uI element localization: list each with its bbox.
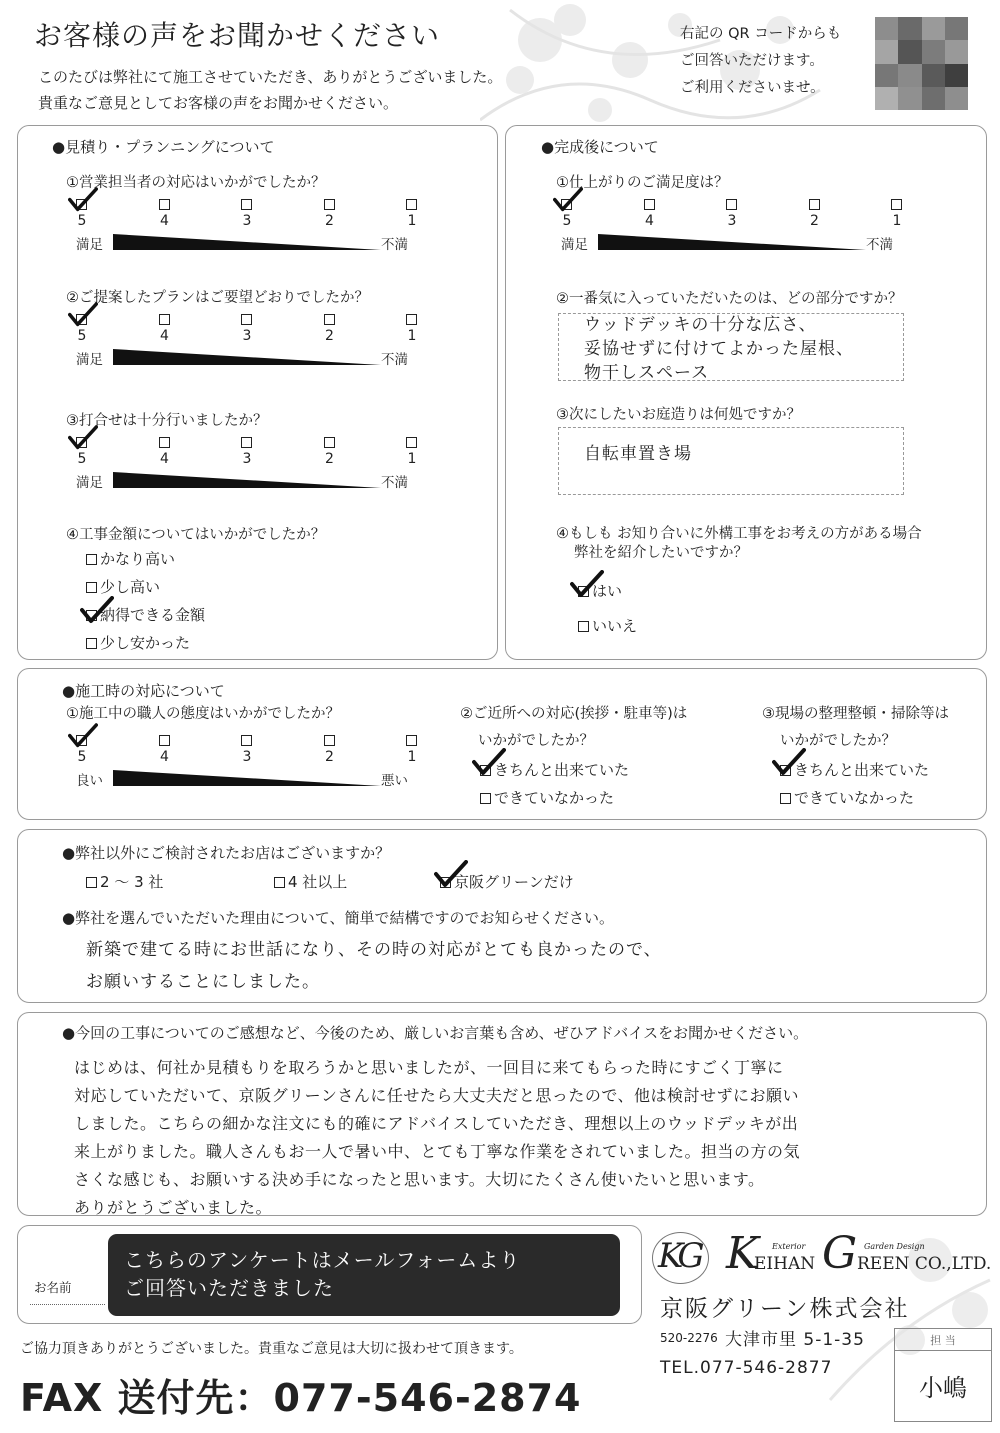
rating-box-3[interactable] xyxy=(241,314,252,325)
qr-text-1: 右記の QR コードからも xyxy=(680,26,842,42)
scale-bad-label: 不満 xyxy=(381,352,408,368)
rating-number: 1 xyxy=(407,451,417,467)
estimate-heading: ●見積り・プランニングについて xyxy=(52,138,275,156)
checkmark-icon xyxy=(434,860,468,890)
logo-mark-text: KG xyxy=(658,1236,699,1276)
checkmark-icon xyxy=(570,570,604,600)
scale-bad-label: 悪い xyxy=(381,773,408,789)
staff-label: 担 当 xyxy=(930,1334,956,1347)
after-heading: ●完成後について xyxy=(541,138,659,156)
rating-number: 2 xyxy=(325,749,334,765)
scale-wedge xyxy=(113,770,381,788)
rating-box-1[interactable] xyxy=(891,199,902,210)
neighbor-option-2[interactable]: できていなかった xyxy=(480,787,614,808)
thanks-text: ご協力頂きありがとうございました。貴重なご意見は大切に扱わせて頂きます。 xyxy=(20,1341,523,1357)
comment-line: はじめは、何社か見積もりを取ろうかと思いましたが、一回目に来てもらった時にすごく丁寧に xyxy=(74,1058,784,1077)
estimate-q4: ④工事金額についてはいかがでしたか？ xyxy=(66,527,326,543)
scale-good-label: 満足 xyxy=(76,352,103,368)
neighbor-option-1[interactable]: きちんと出来ていた xyxy=(480,759,629,780)
staff-name: 小嶋 xyxy=(919,1374,967,1402)
rating-number: 4 xyxy=(160,328,169,344)
rating-number: 3 xyxy=(242,213,252,229)
rating-box-1[interactable] xyxy=(406,314,417,325)
rating-number: 2 xyxy=(325,451,334,467)
name-field-line[interactable] xyxy=(30,1304,105,1305)
rating-box-4[interactable] xyxy=(159,735,170,746)
rating-number: 3 xyxy=(242,451,252,467)
fax-number: FAX 送付先：077-546-2874 xyxy=(20,1376,582,1420)
scale-bad-label: 不満 xyxy=(866,237,893,253)
floral-decoration xyxy=(480,0,900,140)
rating-box-1[interactable] xyxy=(406,735,417,746)
estimate-q2-scale xyxy=(73,311,417,383)
reason-line-1: 新築で建てる時にお世話になり、その時の対応がとても良かったので、 xyxy=(86,940,662,960)
mail-form-notice xyxy=(108,1234,620,1316)
rating-number: 3 xyxy=(727,213,737,229)
after-q1-scale xyxy=(558,196,902,268)
rating-box-3[interactable] xyxy=(241,199,252,210)
reason-question: ●弊社を選んでいただいた理由について、簡単で結構ですのでお知らせください。 xyxy=(62,909,615,927)
estimate-q3-scale xyxy=(73,434,417,506)
notice-line-1: こちらのアンケートはメールフォームより xyxy=(124,1248,521,1272)
rating-number: 5 xyxy=(77,451,87,467)
scale-bad-label: 不満 xyxy=(381,237,408,253)
estimate-q3: ③打合せは十分行いましたか？ xyxy=(66,413,268,429)
reason-line-2: お願いすることにしました。 xyxy=(86,972,320,992)
rating-number: 2 xyxy=(325,213,334,229)
qr-text-3: ご利用くださいませ。 xyxy=(680,80,825,96)
rating-number: 1 xyxy=(892,213,902,229)
construction-q1-scale xyxy=(73,732,417,804)
shops-option-1[interactable]: 2 ～ 3 社 xyxy=(86,871,163,892)
rating-number: 5 xyxy=(562,213,572,229)
rating-box-2[interactable] xyxy=(324,735,335,746)
site-option-1[interactable]: きちんと出来ていた xyxy=(780,759,929,780)
rating-number: 4 xyxy=(645,213,654,229)
checkmark-icon xyxy=(80,596,114,626)
favorite-line-1: ウッドデッキの十分な広さ、 xyxy=(584,315,817,335)
scale-wedge xyxy=(113,234,381,252)
rating-number: 3 xyxy=(242,749,252,765)
logo-eihan: EIHAN xyxy=(754,1254,816,1274)
checkmark-icon xyxy=(68,187,98,214)
intro-line-1: このたびは弊社にて施工させていただき、ありがとうございました。 xyxy=(38,68,503,86)
logo-g: G xyxy=(822,1228,858,1279)
rating-number: 5 xyxy=(77,749,87,765)
rating-box-1[interactable] xyxy=(406,199,417,210)
rating-box-2[interactable] xyxy=(324,314,335,325)
construction-q3-line-2: いかがでしたか？ xyxy=(780,733,896,749)
scale-good-label: 満足 xyxy=(561,237,588,253)
rating-box-2[interactable] xyxy=(809,199,820,210)
rating-box-4[interactable] xyxy=(159,199,170,210)
rating-number: 1 xyxy=(407,213,417,229)
company-name: 京阪グリーン株式会社 xyxy=(660,1296,910,1322)
estimate-q1: ①営業担当者の対応はいかがでしたか？ xyxy=(66,175,326,191)
comment-line: さくな感じも、お願いする決め手になったと思います。大切にたくさん使いたいと思います。 xyxy=(74,1170,765,1189)
after-q3: ③次にしたいお庭造りは何処ですか？ xyxy=(556,407,801,423)
logo-exterior: Exterior xyxy=(772,1242,806,1251)
rating-box-4[interactable] xyxy=(159,314,170,325)
rating-number: 3 xyxy=(242,328,252,344)
name-label: お名前 xyxy=(34,1280,72,1295)
scale-bad-label: 不満 xyxy=(381,475,408,491)
qr-text-2: ご回答いただけます。 xyxy=(680,53,824,69)
page-title: お客様の声をお聞かせください xyxy=(34,19,441,52)
rating-box-4[interactable] xyxy=(644,199,655,210)
comment-line: 対応していただいて、京阪グリーンさんに任せたら大丈夫だと思ったので、他は検討せずにお願い xyxy=(74,1086,800,1105)
scale-wedge xyxy=(598,234,866,252)
estimate-q2: ②ご提案したプランはご要望どおりでしたか？ xyxy=(66,290,369,306)
comments-heading: ●今回の工事についてのご感想など、今後のため、厳しいお言葉も含め、ぜひアドバイスをお聞かせください。 xyxy=(62,1024,809,1042)
rating-box-3[interactable] xyxy=(726,199,737,210)
staff-box-divider xyxy=(894,1350,992,1351)
comment-line: ありがとうございました。 xyxy=(74,1198,273,1217)
checkmark-icon xyxy=(772,748,806,778)
scale-wedge xyxy=(113,472,381,490)
rating-box-1[interactable] xyxy=(406,437,417,448)
scale-good-label: 満足 xyxy=(76,475,103,491)
after-q1: ①仕上がりのご満足度は？ xyxy=(556,175,729,191)
rating-number: 1 xyxy=(407,328,417,344)
checkmark-icon xyxy=(68,723,98,750)
price-option-4[interactable]: 少し安かった xyxy=(86,632,190,653)
construction-q2-line-2: いかがでしたか？ xyxy=(478,733,594,749)
rating-box-3[interactable] xyxy=(241,437,252,448)
next-garden-answer: 自転車置き場 xyxy=(584,444,692,464)
rating-number: 5 xyxy=(77,328,87,344)
recommend-yes[interactable]: はい xyxy=(578,580,622,601)
rating-number: 5 xyxy=(77,213,87,229)
shops-option-3[interactable]: 京阪グリーンだけ xyxy=(440,871,574,892)
checkmark-icon xyxy=(472,748,506,778)
construction-q3-line-1: ③現場の整理整頓・掃除等は xyxy=(762,706,949,722)
rating-number: 4 xyxy=(160,213,169,229)
rating-number: 4 xyxy=(160,749,169,765)
checkmark-icon xyxy=(68,302,98,329)
company-logo xyxy=(652,1228,992,1283)
construction-heading: ●施工時の対応について xyxy=(62,682,225,700)
comment-line: しました。こちらの細かな注文にも的確にアドバイスしていただき、理想以上のウッドデッキが出 xyxy=(74,1114,799,1133)
rating-number: 2 xyxy=(325,328,334,344)
comment-line: 来上がりました。職人さんもお一人で暑い中、とても丁寧な作業をされていました。担当の方の気 xyxy=(74,1142,801,1161)
other-shops-question: ●弊社以外にご検討されたお店はございますか？ xyxy=(62,844,391,862)
favorite-line-2: 妥協せずに付けてよかった屋根、 xyxy=(584,339,854,359)
price-option-3[interactable]: 納得できる金額 xyxy=(86,604,205,625)
shops-option-2[interactable]: 4 社以上 xyxy=(274,871,347,892)
rating-number: 4 xyxy=(160,451,169,467)
checkmark-icon xyxy=(68,425,98,452)
rating-box-4[interactable] xyxy=(159,437,170,448)
price-option-1[interactable]: かなり高い xyxy=(86,548,175,569)
rating-box-2[interactable] xyxy=(324,437,335,448)
qr-code[interactable] xyxy=(875,17,968,110)
scale-good-label: 良い xyxy=(76,773,103,789)
rating-number: 2 xyxy=(810,213,819,229)
construction-q1: ①施工中の職人の態度はいかがでしたか？ xyxy=(66,706,340,722)
logo-garden: Garden Design xyxy=(864,1242,925,1251)
logo-k: K xyxy=(726,1228,759,1279)
rating-box-3[interactable] xyxy=(241,735,252,746)
rating-number: 1 xyxy=(407,749,417,765)
after-q2: ②一番気に入っていただいたのは、どの部分ですか？ xyxy=(556,291,903,307)
postal-code: 520-2276 xyxy=(660,1331,718,1345)
logo-reen: REEN CO.,LTD. xyxy=(857,1254,992,1274)
after-q4-line-2: 弊社を紹介したいですか？ xyxy=(574,545,748,561)
recommend-no[interactable]: いいえ xyxy=(578,615,637,636)
scale-good-label: 満足 xyxy=(76,237,103,253)
notice-line-2: ご回答いただきました xyxy=(124,1276,334,1300)
scale-wedge xyxy=(113,349,381,367)
intro-line-2: 貴重なご意見としてお客様の声をお聞かせください。 xyxy=(38,94,399,112)
price-option-2[interactable]: 少し高い xyxy=(86,576,160,597)
address: 大津市里 5-1-35 xyxy=(725,1330,865,1350)
after-q4-line-1: ④もしも お知り合いに外構工事をお考えの方がある場合 xyxy=(556,526,922,542)
site-option-2[interactable]: できていなかった xyxy=(780,787,914,808)
company-tel: TEL.077-546-2877 xyxy=(660,1358,833,1378)
construction-q2-line-1: ②ご近所への対応(挨拶・駐車等)は xyxy=(460,706,688,722)
favorite-line-3: 物干しスペース xyxy=(584,363,710,383)
rating-box-2[interactable] xyxy=(324,199,335,210)
estimate-q1-scale xyxy=(73,196,417,268)
comments-body xyxy=(74,1054,974,1222)
checkmark-icon xyxy=(553,187,583,214)
